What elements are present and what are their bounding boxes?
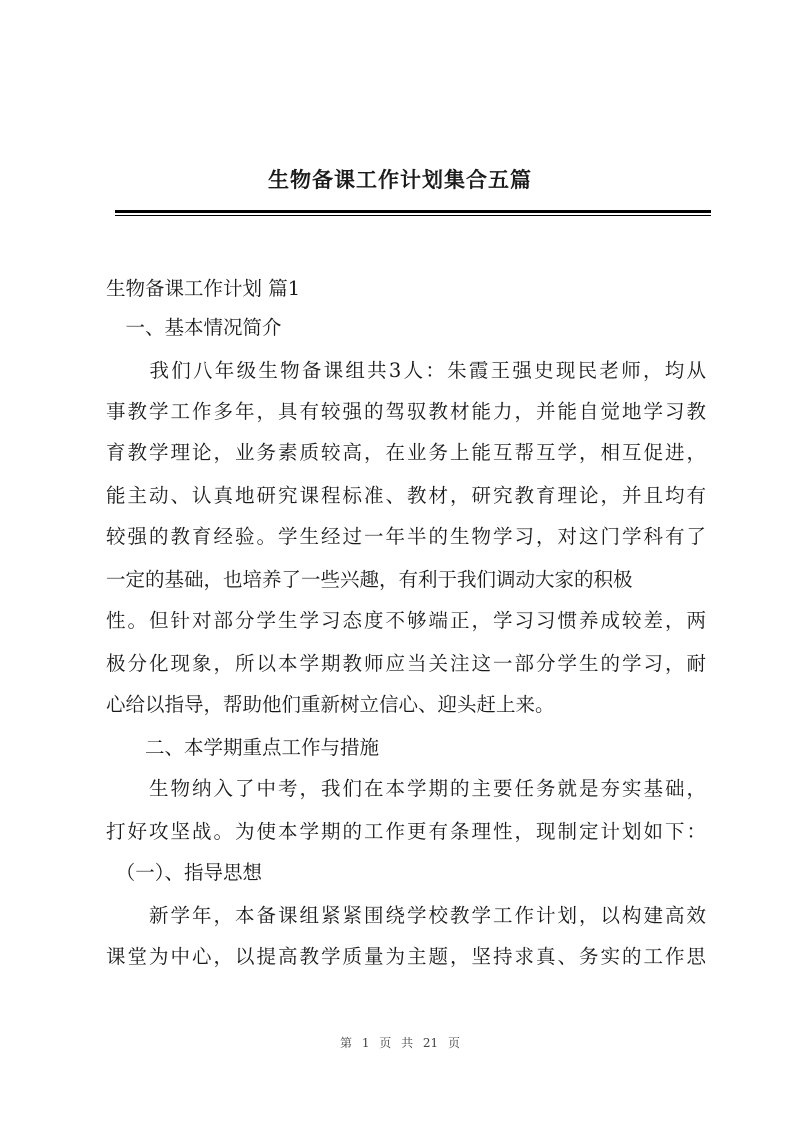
- paragraph-line: 性。但针对部分学生学习态度不够端正，学习习惯养成较差，两: [106, 609, 706, 632]
- paragraph-line: 我们八年级生物备课组共3人：朱霞王强史现民老师，均从: [106, 359, 706, 382]
- paragraph-line: 新学年，本备课组紧紧围绕学校教学工作计划，以构建高效: [106, 904, 706, 927]
- paragraph-line: 课堂为中心，以提高教学质量为主题，坚持求真、务实的工作思: [106, 945, 706, 968]
- title-rule-thick: [115, 210, 711, 213]
- subheading-basic-info: 一、基本情况简介: [106, 316, 282, 339]
- paragraph-line: 能主动、认真地研究课程标准、教材，研究教育理论，并且均有: [106, 484, 706, 507]
- paragraph-line: 一定的基础，也培养了一些兴趣，有利于我们调动大家的积极: [106, 568, 633, 591]
- paragraph-line: 极分化现象，所以本学期教师应当关注这一部分学生的学习，耐: [106, 652, 706, 675]
- title-rule-thin: [115, 215, 711, 216]
- section-heading: 生物备课工作计划 篇1: [106, 277, 301, 300]
- paragraph-line: 较强的教育经验。学生经过一年半的生物学习，对这门学科有了: [106, 525, 706, 548]
- paragraph-line: 育教学理论，业务素质较高，在业务上能互帮互学，相互促进，: [106, 441, 706, 464]
- paragraph-line: 打好攻坚战。为使本学期的工作更有条理性，现制定计划如下：: [106, 820, 706, 843]
- paragraph-line: 事教学工作多年，具有较强的驾驭教材能力，并能自觉地学习教: [106, 400, 706, 423]
- paragraph-line: 心给以指导，帮助他们重新树立信心、迎头赶上来。: [106, 693, 555, 716]
- page-number-footer: 第 1 页 共 21 页: [340, 1036, 460, 1050]
- subheading-guiding-thought: （一）、指导思想: [106, 861, 263, 884]
- document-title: 生物备课工作计划集合五篇: [268, 168, 532, 192]
- subheading-key-work: 二、本学期重点工作与措施: [106, 736, 380, 759]
- paragraph-line: 生物纳入了中考，我们在本学期的主要任务就是夯实基础，: [106, 777, 706, 800]
